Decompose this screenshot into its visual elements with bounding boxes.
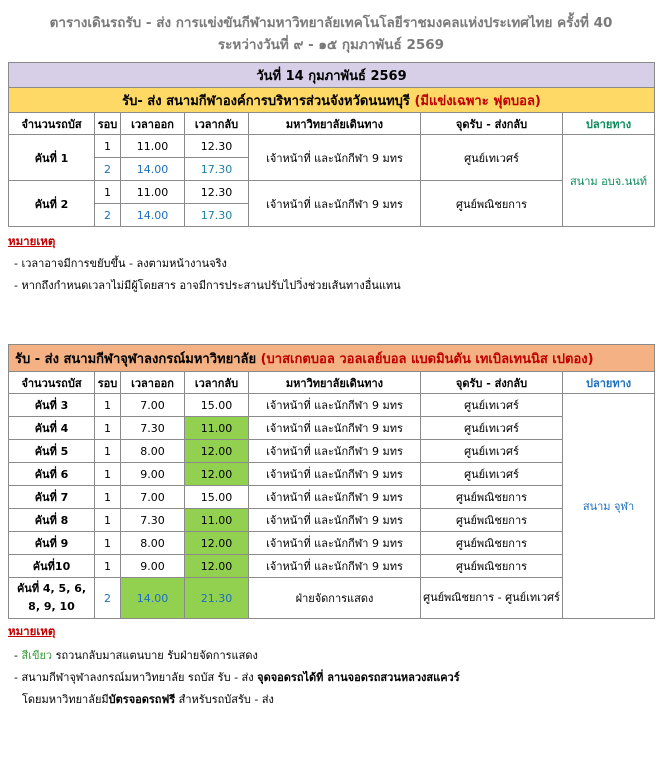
- return-time: 12.30: [185, 181, 249, 204]
- pickup-point: ศูนย์พณิชยการ: [421, 555, 563, 578]
- schedule-table-nonthaburi: [8, 62, 655, 227]
- pickup-point: ศูนย์พณิชยการ: [421, 509, 563, 532]
- table-row: [9, 555, 655, 578]
- round: 1: [95, 181, 121, 204]
- note-item: - เวลาอาจมีการขยับขึ้น - ลงตามหน้างานจริง: [14, 257, 227, 270]
- round: 1: [95, 463, 121, 486]
- table-row: [9, 578, 655, 619]
- section1-venue-bar: [9, 88, 655, 113]
- table-row: [9, 486, 655, 509]
- depart-time: 9.00: [121, 555, 185, 578]
- bus-name: คันที่ 7: [9, 486, 95, 509]
- return-time: 12.00: [185, 532, 249, 555]
- bus-name: คันที่ 8: [9, 509, 95, 532]
- section1-venue-note: (มีแข่งเฉพาะ ฟุตบอล): [414, 93, 541, 109]
- table-row: [9, 181, 655, 204]
- col-university: มหาวิทยาลัยเดินทาง: [249, 372, 421, 394]
- round: 1: [95, 486, 121, 509]
- green-legend: สีเขียว: [21, 649, 53, 662]
- university: เจ้าหน้าที่ และนักกีฬา 9 มทร: [249, 463, 421, 486]
- section2-notes: [0, 623, 662, 711]
- depart-time: 14.00: [121, 204, 185, 227]
- return-time: 12.30: [185, 135, 249, 158]
- depart-time: 11.00: [121, 135, 185, 158]
- bus-name: คันที่10: [9, 555, 95, 578]
- university: เจ้าหน้าที่ และนักกีฬา 9 มทร: [249, 394, 421, 417]
- bus-name: คันที่ 3: [9, 394, 95, 417]
- bus-name: คันที่ 4: [9, 417, 95, 440]
- col-bus: จำนวนรถบัส: [9, 372, 95, 394]
- section2-header-row: [9, 372, 655, 394]
- bus-name: คันที่ 9: [9, 532, 95, 555]
- university: เจ้าหน้าที่ และนักกีฬา 9 มทร: [249, 181, 421, 227]
- col-destination: ปลายทาง: [563, 372, 655, 394]
- pickup-point: ศูนย์เทเวศร์: [421, 440, 563, 463]
- round: 1: [95, 135, 121, 158]
- round: 2: [95, 204, 121, 227]
- page-subtitle: ระหว่างวันที่ ๙ - ๑๕ กุมภาพันธ์ 2569: [217, 37, 445, 53]
- pickup-point: ศูนย์เทเวศร์: [421, 417, 563, 440]
- table-row: [9, 135, 655, 158]
- return-time: 11.00: [185, 417, 249, 440]
- bus-name: คันที่ 1: [9, 135, 95, 181]
- note-item: - สนามกีฬาจุฬาลงกรณ์มหาวิทยาลัย รถบัส รับ - ส่ง จุดจอดรถได้ที่ ลานจอดรถสวนหลวงสแควร์: [14, 671, 460, 684]
- bus-name: คันที่ 6: [9, 463, 95, 486]
- destination: สนาม จุฬา: [563, 394, 655, 619]
- university: เจ้าหน้าที่ และนักกีฬา 9 มทร: [249, 509, 421, 532]
- return-time: 12.00: [185, 555, 249, 578]
- note-item: โดยมหาวิทยาลัยมีบัตรจอดรถฟรี สำหรับรถบัสรับ - ส่ง: [22, 693, 274, 706]
- col-bus: จำนวนรถบัส: [9, 113, 95, 135]
- section1-header-row: [9, 113, 655, 135]
- depart-time: 7.00: [121, 486, 185, 509]
- col-depart: เวลาออก: [121, 113, 185, 135]
- col-point: จุดรับ - ส่งกลับ: [421, 372, 563, 394]
- col-return: เวลากลับ: [185, 113, 249, 135]
- col-round: รอบ: [95, 372, 121, 394]
- section1-date-bar: วันที่ 14 กุมภาพันธ์ 2569: [9, 63, 655, 88]
- pickup-point: ศูนย์พณิชยการ - ศูนย์เทเวศร์: [421, 578, 563, 619]
- bus-name: คันที่ 4, 5, 6, 8, 9, 10: [9, 578, 95, 619]
- university: เจ้าหน้าที่ และนักกีฬา 9 มทร: [249, 440, 421, 463]
- col-destination: ปลายทาง: [563, 113, 655, 135]
- depart-time: 7.30: [121, 417, 185, 440]
- university: ฝ่ายจัดการแสดง: [249, 578, 421, 619]
- university: เจ้าหน้าที่ และนักกีฬา 9 มทร: [249, 486, 421, 509]
- bus-name: คันที่ 5: [9, 440, 95, 463]
- depart-time: 7.30: [121, 509, 185, 532]
- return-time: 15.00: [185, 486, 249, 509]
- col-depart: เวลาออก: [121, 372, 185, 394]
- pickup-point: ศูนย์เทเวศร์: [421, 135, 563, 181]
- depart-time: 7.00: [121, 394, 185, 417]
- section1-notes: [0, 233, 662, 297]
- section2-venue-bar: [9, 345, 655, 372]
- depart-time: 14.00: [121, 158, 185, 181]
- table-row: [9, 463, 655, 486]
- table-row: [9, 417, 655, 440]
- notes-title: หมายเหตุ: [8, 234, 56, 248]
- note-item: - สีเขียว รถวนกลับมาสแตนบาย รับฝ่ายจัดการแสดง: [14, 649, 258, 662]
- table-row: [9, 509, 655, 532]
- return-time: 15.00: [185, 394, 249, 417]
- round: 1: [95, 417, 121, 440]
- pickup-point: ศูนย์เทเวศร์: [421, 394, 563, 417]
- note-item: - หากถึงกำหนดเวลาไม่มีผู้โดยสาร อาจมีการประสานปรับไปวิ่งช่วยเส้นทางอื่นแทน: [14, 279, 401, 292]
- table-row: [9, 440, 655, 463]
- university: เจ้าหน้าที่ และนักกีฬา 9 มทร: [249, 135, 421, 181]
- return-time: 21.30: [185, 578, 249, 619]
- university: เจ้าหน้าที่ และนักกีฬา 9 มทร: [249, 417, 421, 440]
- return-time: 11.00: [185, 509, 249, 532]
- return-time: 17.30: [185, 204, 249, 227]
- section2-venue: รับ - ส่ง สนามกีฬาจุฬาลงกรณ์มหาวิทยาลัย: [15, 351, 257, 367]
- round: 2: [95, 578, 121, 619]
- col-university: มหาวิทยาลัยเดินทาง: [249, 113, 421, 135]
- return-time: 12.00: [185, 440, 249, 463]
- pickup-point: ศูนย์พณิชยการ: [421, 181, 563, 227]
- col-return: เวลากลับ: [185, 372, 249, 394]
- section2-venue-note: (บาสเกตบอล วอลเลย์บอล แบดมินตัน เทเบิลเทนนิส เปตอง): [260, 351, 594, 367]
- depart-time: 9.00: [121, 463, 185, 486]
- round: 1: [95, 394, 121, 417]
- round: 2: [95, 158, 121, 181]
- depart-time: 8.00: [121, 440, 185, 463]
- round: 1: [95, 555, 121, 578]
- section1-venue: รับ- ส่ง สนามกีฬาองค์การบริหารส่วนจังหวัดนนทบุรี: [122, 93, 410, 109]
- table-row: [9, 532, 655, 555]
- pickup-point: ศูนย์พณิชยการ: [421, 486, 563, 509]
- table-row: [9, 394, 655, 417]
- return-time: 12.00: [185, 463, 249, 486]
- depart-time: 8.00: [121, 532, 185, 555]
- depart-time: 14.00: [121, 578, 185, 619]
- document-header: [0, 12, 662, 56]
- round: 1: [95, 509, 121, 532]
- university: เจ้าหน้าที่ และนักกีฬา 9 มทร: [249, 532, 421, 555]
- depart-time: 11.00: [121, 181, 185, 204]
- university: เจ้าหน้าที่ และนักกีฬา 9 มทร: [249, 555, 421, 578]
- schedule-table-chula: [8, 344, 655, 619]
- page-title: ตารางเดินรถรับ - ส่ง การแข่งขันกีฬามหาวิทยาลัยเทคโนโลยีราชมงคลแห่งประเทศไทย ครั้งที่ 40: [49, 15, 613, 31]
- return-time: 17.30: [185, 158, 249, 181]
- destination: สนาม อบจ.นนท์: [563, 135, 655, 227]
- pickup-point: ศูนย์เทเวศร์: [421, 463, 563, 486]
- col-point: จุดรับ - ส่งกลับ: [421, 113, 563, 135]
- bus-name: คันที่ 2: [9, 181, 95, 227]
- pickup-point: ศูนย์พณิชยการ: [421, 532, 563, 555]
- round: 1: [95, 440, 121, 463]
- round: 1: [95, 532, 121, 555]
- notes-title: หมายเหตุ: [8, 624, 56, 638]
- col-round: รอบ: [95, 113, 121, 135]
